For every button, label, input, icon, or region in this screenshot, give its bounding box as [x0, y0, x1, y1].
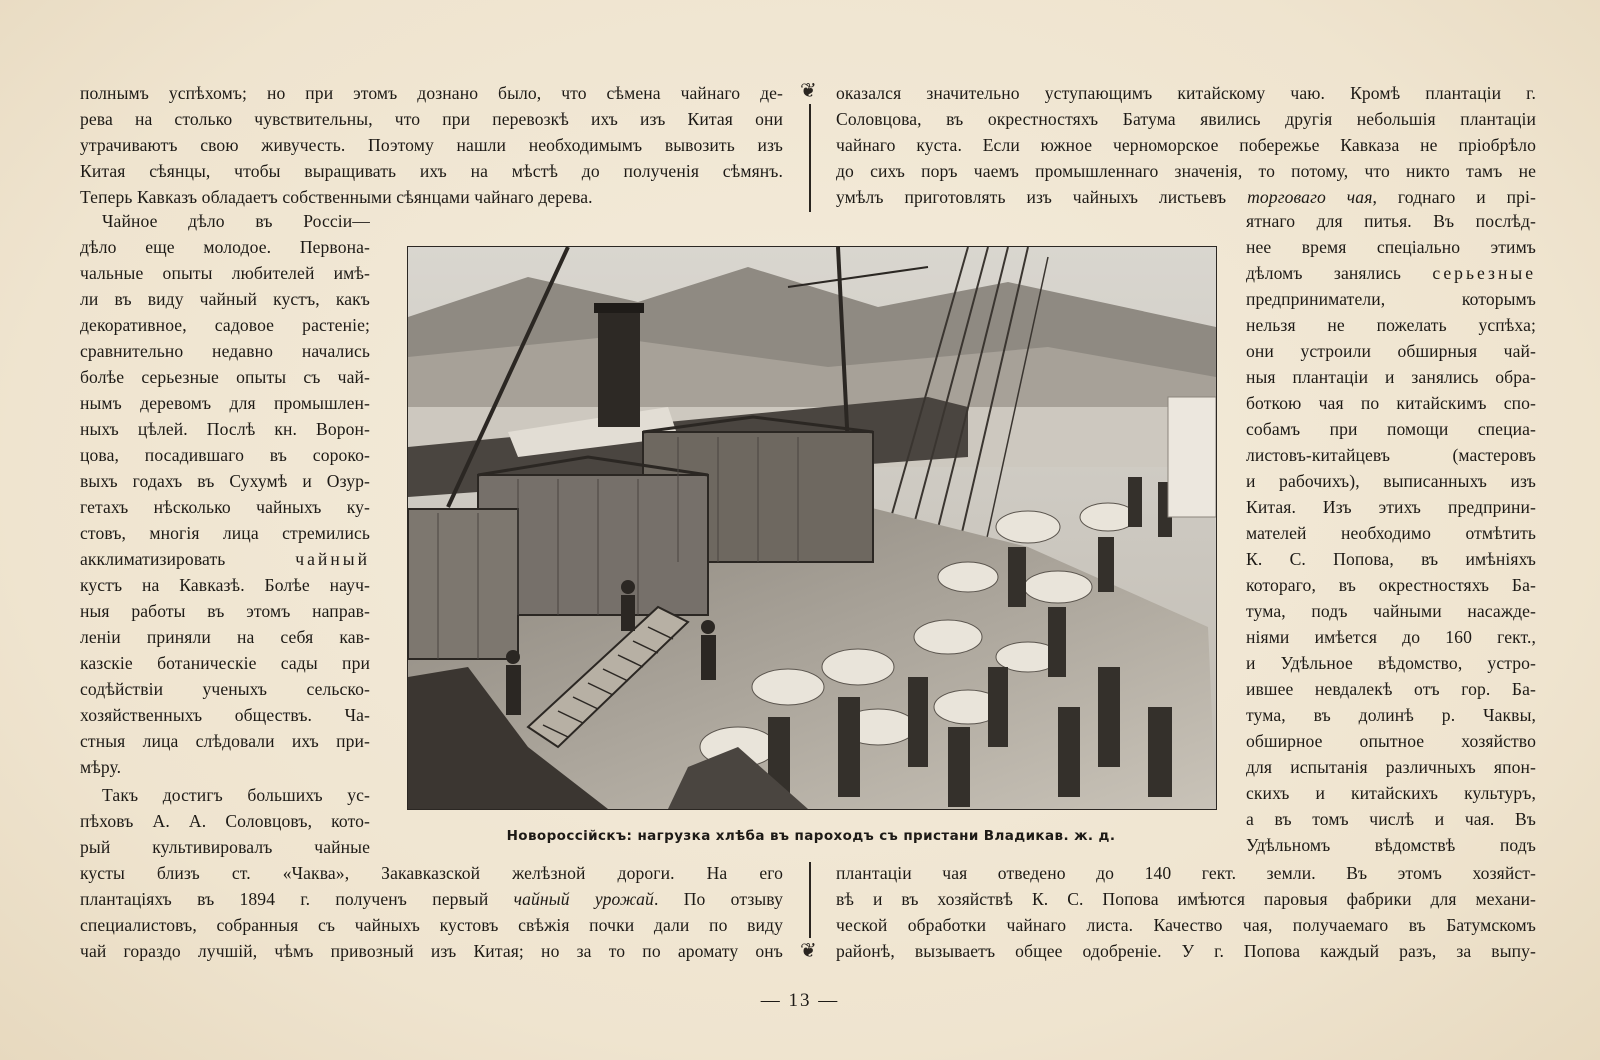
text-line: стныя лица слѣдовали ихъ при-	[80, 731, 370, 751]
page-number: — 13 —	[760, 990, 840, 1011]
text-line: гетахъ нѣсколько чайныхъ ку-	[80, 497, 370, 517]
spaced-word: чайный	[295, 549, 370, 569]
text-line: леніи приняли на себя кав-	[80, 627, 370, 647]
harbor-photo	[407, 246, 1217, 810]
text-line: Чайное дѣло въ Россіи—	[102, 211, 370, 231]
text-line: листовъ-китайцевъ (мастеровъ	[1246, 445, 1536, 465]
photo-caption: Новороссійскъ: нагрузка хлѣба въ пароходъ съ пристани Владикав. ж. д.	[506, 828, 1116, 844]
text-line: дѣло еще молодое. Первона-	[80, 237, 370, 257]
text-line: кустъ на Кавказѣ. Болѣе науч-	[80, 575, 370, 595]
text-line: ныхъ цѣлей. Послѣ кн. Ворон-	[80, 419, 370, 439]
text-line: обширное опытное хозяйство	[1246, 731, 1536, 751]
text-line: собамъ при помощи специа-	[1246, 419, 1536, 439]
leaf-ornament-icon: ❦	[800, 938, 817, 962]
text-span: плантаціяхъ въ 1894 г. полученъ первый	[80, 889, 489, 909]
italic-phrase: чайный урожай	[513, 889, 654, 909]
text-line: и рабочихъ), выписанныхъ изъ	[1246, 471, 1536, 491]
text-line: тума, подъ чайными насажде-	[1246, 601, 1536, 621]
text-line: районѣ, вызываетъ общее одобреніе. У г. Попова каждый разъ, за выпу-	[836, 941, 1536, 961]
text-line: Удѣльномъ вѣдомствѣ подъ	[1246, 835, 1536, 855]
text-line: чай гораздо лучшій, чѣмъ привозный изъ Китая; но за то по аромату онъ	[80, 941, 783, 961]
text-span: . По отзыву	[653, 889, 784, 909]
text-line: Соловцова, въ окрестностяхъ Батума явились другія небольшія плантаціи	[836, 109, 1536, 129]
text-line: котораго, въ окрестностяхъ Ба-	[1246, 575, 1536, 595]
text-line: ятнаго для питья. Въ послѣд-	[1246, 211, 1536, 231]
text-line: полнымъ успѣхомъ; но при этомъ дознано было, что сѣмена чайнаго де-	[80, 83, 783, 103]
text-line: предприниматели, которымъ	[1246, 289, 1536, 309]
leaf-ornament-icon: ❦	[800, 78, 817, 102]
column-divider	[809, 104, 811, 212]
text-line: нее время спеціально этимъ	[1246, 237, 1536, 257]
text-line: кусты близъ ст. «Чаква», Закавказской желѣзной дороги. На его	[80, 863, 783, 883]
text-line: вѣ и въ хозяйствѣ К. С. Попова имѣются паровыя фабрики для механи-	[836, 889, 1536, 909]
text-line	[1246, 260, 1536, 286]
text-line: ніями имѣется до 160 гект.,	[1246, 627, 1536, 647]
text-line: плантаціи чая отведено до 140 гект. земли. Въ этомъ хозяйст-	[836, 863, 1536, 883]
text-line: ческой обработки чайнаго листа. Качество чая, получаемаго въ Батумскомъ	[836, 915, 1536, 935]
text-line: ившее невдалекѣ отъ гор. Ба-	[1246, 679, 1536, 699]
text-line: Теперь Кавказъ обладаетъ собственными сѣянцами чайнаго дерева.	[80, 187, 593, 207]
text-line: хозяйственныхъ обществъ. Ча-	[80, 705, 370, 725]
text-line: сравнительно недавно начались	[80, 341, 370, 361]
text-line: мѣру.	[80, 757, 122, 777]
text-line: для испытанія различныхъ япон-	[1246, 757, 1536, 777]
text-line: утрачиваютъ свою живучесть. Поэтому нашли необходимымъ вывозить изъ	[80, 135, 783, 155]
text-line: нельзя не пожелать успѣха;	[1246, 315, 1536, 335]
text-line: ныя плантаціи и занялись обра-	[1246, 367, 1536, 387]
text-line: пѣховъ А. А. Соловцовъ, кото-	[80, 811, 370, 831]
text-line: декоративное, садовое растеніе;	[80, 315, 370, 335]
text-line	[80, 546, 370, 572]
text-span: дѣломъ занялись	[1246, 263, 1401, 283]
text-span: умѣлъ приготовлять изъ чайныхъ листьевъ	[836, 187, 1227, 207]
text-line: оказался значительно уступающимъ китайскому чаю. Кромѣ плантаціи г.	[836, 83, 1536, 103]
text-line: чайнаго куста. Если южное черноморское побережье Кавказа не пріобрѣло	[836, 135, 1536, 155]
text-line: они устроили обширныя чай-	[1246, 341, 1536, 361]
text-line: Такъ достигъ большихъ ус-	[102, 785, 370, 805]
text-line: мателей необходимо отмѣтить	[1246, 523, 1536, 543]
text-line: Китая сѣянцы, чтобы выращивать ихъ на мѣстѣ до полученія сѣмянъ.	[80, 161, 783, 181]
text-line: выхъ годахъ въ Сухумѣ и Озур-	[80, 471, 370, 491]
text-line: нымъ деревомъ для промышлен-	[80, 393, 370, 413]
text-line: ли въ виду чайный кустъ, какъ	[80, 289, 370, 309]
text-line: специалистовъ, собранныя съ чайныхъ кустовъ свѣжія почки дали по виду	[80, 915, 783, 935]
text-line	[80, 886, 783, 912]
spaced-word: серьезные	[1432, 263, 1537, 283]
text-line: болѣе серьезные опыты съ чай-	[80, 367, 370, 387]
text-line: боткою чая по китайскимъ спо-	[1246, 393, 1536, 413]
text-line: рый культивировалъ чайные	[80, 837, 370, 857]
text-line: рева на столько чувствительны, что при перевозкѣ ихъ изъ Китая они	[80, 109, 783, 129]
text-line: казскіе ботаническіе сады при	[80, 653, 370, 673]
text-line: тума, въ долинѣ р. Чаквы,	[1246, 705, 1536, 725]
text-line: К. С. Попова, въ имѣніяхъ	[1246, 549, 1536, 569]
text-line: скихъ и китайскихъ культуръ,	[1246, 783, 1536, 803]
column-divider	[809, 862, 811, 938]
text-line: цова, посадившаго въ сороко-	[80, 445, 370, 465]
text-line	[836, 184, 1536, 210]
italic-phrase: торговаго чая	[1247, 187, 1373, 207]
text-line: а въ томъ числѣ и чая. Въ	[1246, 809, 1536, 829]
text-span: акклиматизировать	[80, 549, 226, 569]
text-line: Китая. Изъ этихъ предприни-	[1246, 497, 1536, 517]
text-line: содѣйствіи ученыхъ сельско-	[80, 679, 370, 699]
text-span: , годнаго и прі-	[1372, 187, 1537, 207]
text-line: и Удѣльное вѣдомство, устро-	[1246, 653, 1536, 673]
text-line: ныя работы въ этомъ направ-	[80, 601, 370, 621]
photo-illustration	[408, 247, 1216, 809]
text-line: стовъ, многія лица стремились	[80, 523, 370, 543]
text-line: до сихъ поръ чаемъ промышленнаго значенія, то потому, что никто тамъ не	[836, 161, 1536, 181]
text-line: чальные опыты любителей имѣ-	[80, 263, 370, 283]
